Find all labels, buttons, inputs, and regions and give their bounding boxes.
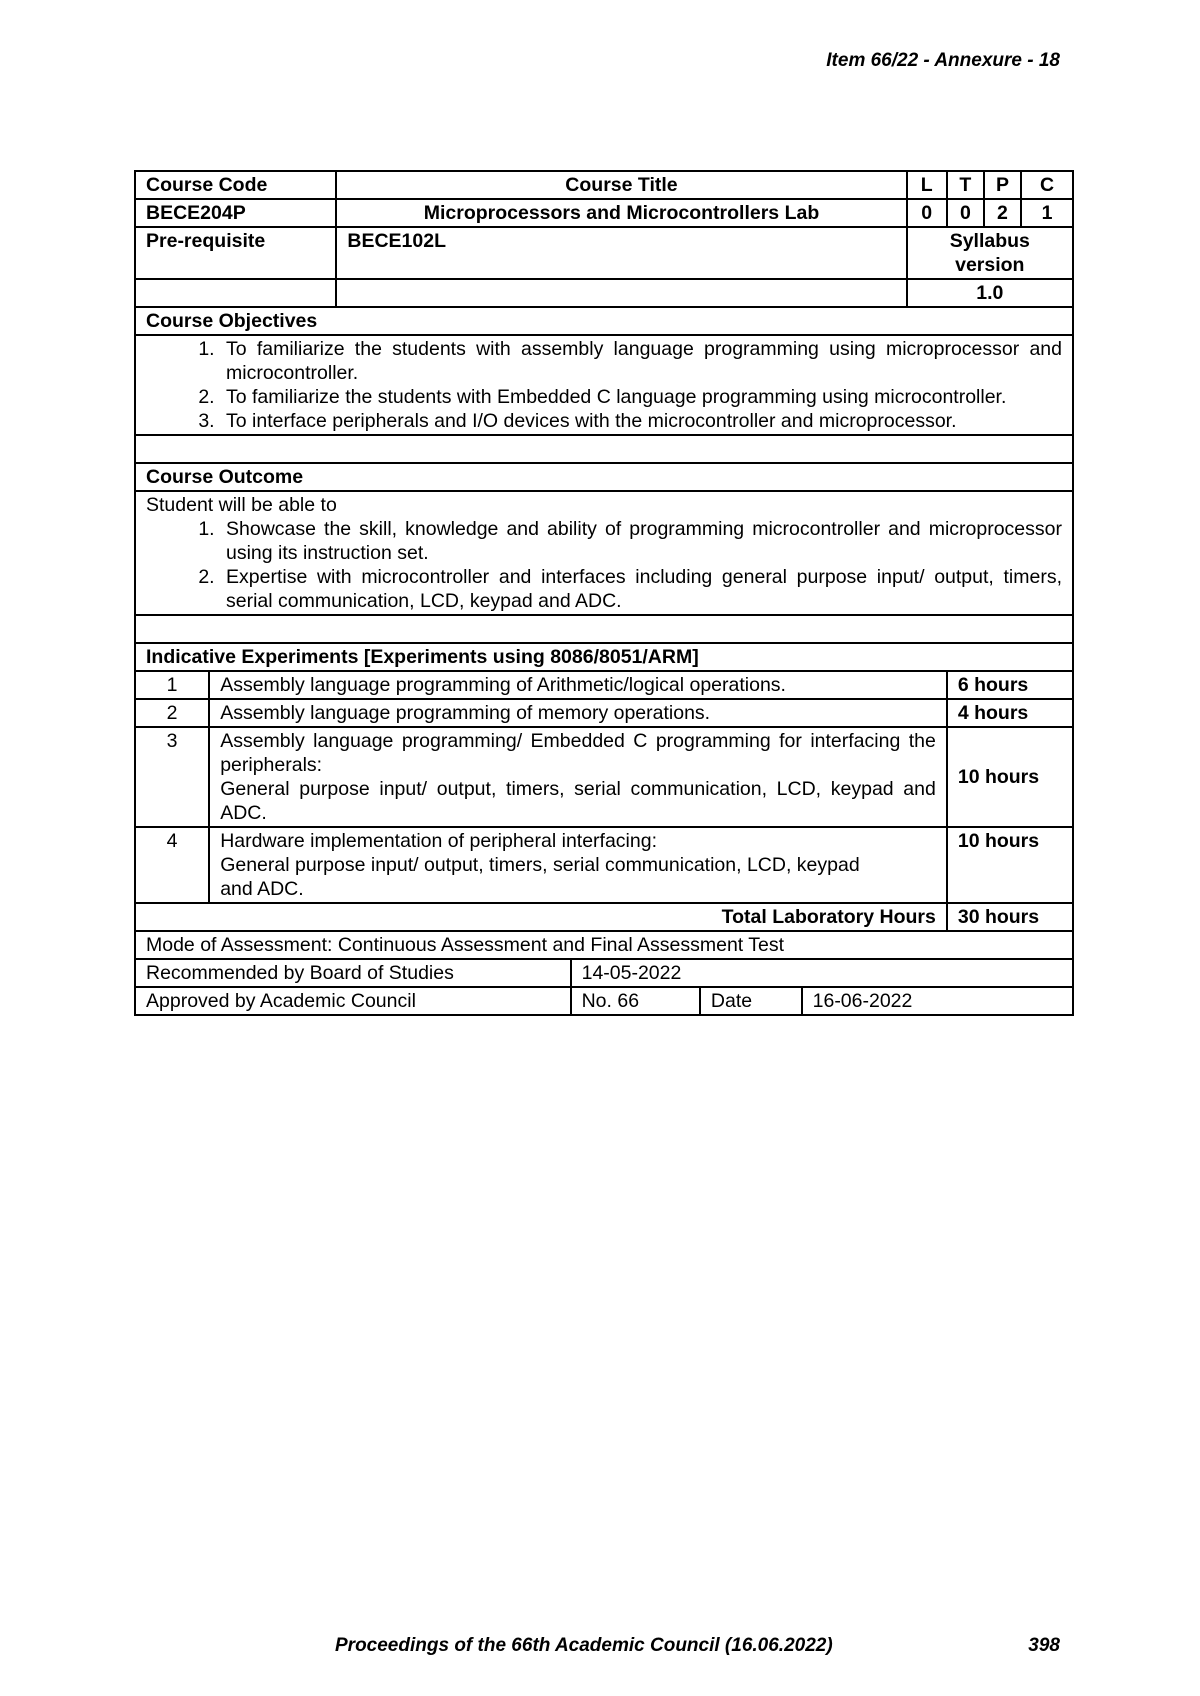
- recommended-row: [135, 959, 1073, 987]
- experiment-row: [135, 671, 1073, 699]
- experiment-number: 2: [135, 699, 209, 727]
- page-number: 398: [1028, 1635, 1060, 1656]
- experiment-number: 4: [135, 827, 209, 903]
- approved-number: No. 66: [571, 987, 700, 1015]
- total-hours-value: 30 hours: [947, 903, 1073, 931]
- experiment-description: Assembly language programming of Arithmetic/logical operations.: [209, 671, 947, 699]
- footer-proceedings: Proceedings of the 66th Academic Council (16.06.2022): [335, 1635, 833, 1656]
- experiment-row: [135, 827, 1073, 903]
- empty-cell: [135, 615, 1073, 643]
- outcome-heading-row: [135, 463, 1073, 491]
- t-label: T: [947, 171, 984, 199]
- c-value: 1: [1021, 199, 1073, 227]
- objective-item: 2. To familiarize the students with Embedded C language programming using microcontroller.: [220, 385, 1062, 409]
- t-value: 0: [947, 199, 984, 227]
- syllabus-version-value: 1.0: [907, 279, 1073, 307]
- total-hours-row: [135, 903, 1073, 931]
- experiment-hours: 6 hours: [947, 671, 1073, 699]
- objectives-heading: Course Objectives: [135, 307, 1073, 335]
- annexure-note: Item 66/22 - Annexure - 18: [826, 50, 1060, 71]
- objective-item: 1. To familiarize the students with assembly language programming using microprocessor and microcontroller.: [220, 337, 1062, 385]
- experiments-heading: Indicative Experiments [Experiments using 8086/8051/ARM]: [135, 643, 1073, 671]
- outcome-row: [135, 491, 1073, 615]
- experiment-number: 3: [135, 727, 209, 827]
- experiment-row: [135, 727, 1073, 827]
- course-header-row: [135, 171, 1073, 199]
- experiment-description: [209, 827, 947, 903]
- outcome-item: 2. Expertise with microcontroller and interfaces including general purpose input/ output, timers, serial communication, LCD, keypad and ADC.: [220, 565, 1062, 613]
- objectives-cell: [135, 335, 1073, 435]
- date-label: Date: [700, 987, 802, 1015]
- total-hours-label: Total Laboratory Hours: [135, 903, 947, 931]
- objectives-heading-row: [135, 307, 1073, 335]
- outcome-heading: Course Outcome: [135, 463, 1073, 491]
- p-value: 2: [984, 199, 1021, 227]
- approved-row: [135, 987, 1073, 1015]
- experiment-number: 1: [135, 671, 209, 699]
- l-value: 0: [907, 199, 947, 227]
- outcome-list: [146, 517, 1062, 613]
- assessment-mode: Mode of Assessment: Continuous Assessment and Final Assessment Test: [135, 931, 1073, 959]
- course-title: Microprocessors and Microcontrollers Lab: [336, 199, 906, 227]
- experiment-description: Assembly language programming of memory operations.: [209, 699, 947, 727]
- spacer-row: [135, 435, 1073, 463]
- p-label: P: [984, 171, 1021, 199]
- spacer-row: [135, 615, 1073, 643]
- syllabus-version-row: [135, 279, 1073, 307]
- syllabus-version-label: Syllabus version: [907, 227, 1073, 279]
- outcome-intro: Student will be able to: [146, 494, 337, 516]
- objectives-list: [146, 337, 1062, 433]
- course-code: BECE204P: [135, 199, 336, 227]
- experiment-description-line: General purpose input/ output, timers, serial communication, LCD, keypad and ADC.: [220, 854, 860, 900]
- approved-label: Approved by Academic Council: [135, 987, 571, 1015]
- prerequisite-value: BECE102L: [336, 227, 906, 279]
- recommended-label: Recommended by Board of Studies: [135, 959, 571, 987]
- course-title-label: Course Title: [336, 171, 906, 199]
- experiment-description-line: Hardware implementation of peripheral interfacing:: [220, 830, 657, 852]
- outcome-cell: [135, 491, 1073, 615]
- objectives-row: [135, 335, 1073, 435]
- course-values-row: [135, 199, 1073, 227]
- experiment-description: [209, 727, 947, 827]
- experiment-description-line: Assembly language programming/ Embedded C programming for interfacing the peripherals:: [220, 730, 936, 776]
- experiments-heading-row: [135, 643, 1073, 671]
- experiment-hours: 10 hours: [947, 727, 1073, 827]
- approved-date: 16-06-2022: [802, 987, 1073, 1015]
- prerequisite-row: [135, 227, 1073, 279]
- outcome-item: 1. Showcase the skill, knowledge and ability of programming microcontroller and microprocessor using its instruction set.: [220, 517, 1062, 565]
- empty-cell: [336, 279, 906, 307]
- experiment-hours: 4 hours: [947, 699, 1073, 727]
- experiment-hours: 10 hours: [947, 827, 1073, 903]
- prerequisite-label: Pre-requisite: [135, 227, 336, 279]
- experiment-description-line: General purpose input/ output, timers, serial communication, LCD, keypad and ADC.: [220, 778, 936, 824]
- course-syllabus-table: [134, 170, 1074, 1016]
- l-label: L: [907, 171, 947, 199]
- c-label: C: [1021, 171, 1073, 199]
- experiment-row: [135, 699, 1073, 727]
- empty-cell: [135, 279, 336, 307]
- objective-item: 3. To interface peripherals and I/O devices with the microcontroller and microprocessor.: [220, 409, 1062, 433]
- recommended-date: 14-05-2022: [571, 959, 1073, 987]
- assessment-row: [135, 931, 1073, 959]
- empty-cell: [135, 435, 1073, 463]
- course-code-label: Course Code: [135, 171, 336, 199]
